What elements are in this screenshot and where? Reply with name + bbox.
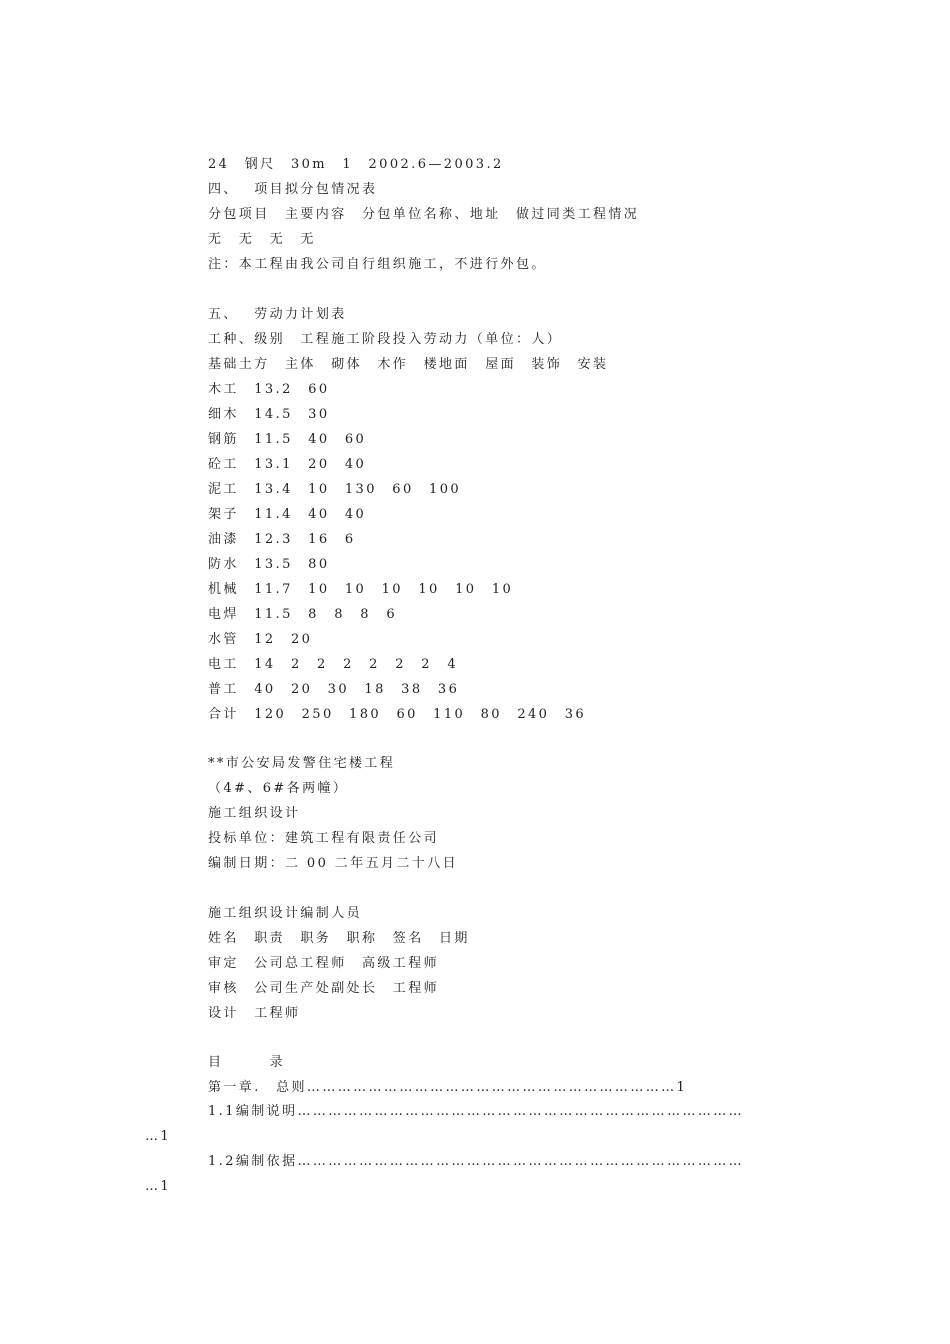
- compile-date: 编制日期：二 00 二年五月二十八日: [208, 856, 459, 871]
- labor-table-row: 架子 11.4 40 40: [208, 507, 367, 522]
- labor-table-row: 普工 40 20 30 18 38 36: [208, 682, 460, 697]
- labor-table-header: 工种、级别 工程施工阶段投入劳动力（单位：人）: [208, 332, 563, 347]
- toc-entry: 1.2编制依据……………………………………………………………………………: [208, 1154, 745, 1169]
- labor-table-row: 防水 13.5 80: [208, 557, 330, 572]
- document-title: 施工组织设计: [208, 806, 301, 821]
- subcontract-note: 注：本工程由我公司自行组织施工，不进行外包。: [208, 257, 547, 272]
- labor-table-row: 细木 14.5 30: [208, 407, 330, 422]
- toc-entry: 1.1编制说明……………………………………………………………………………: [208, 1104, 745, 1119]
- toc-heading: 目 录: [208, 1055, 286, 1070]
- labor-table-row: 泥工 13.4 10 130 60 100: [208, 482, 462, 497]
- staff-table-row: 设计 工程师: [208, 1006, 301, 1021]
- section-5-heading: 五、 劳动力计划表: [208, 307, 347, 322]
- labor-table-row: 机械 11.7 10 10 10 10 10 10: [208, 582, 514, 597]
- subcontract-table-row: 无 无 无 无: [208, 232, 316, 247]
- toc-entry-page: …1: [145, 1179, 172, 1194]
- staff-table-row: 审核 公司生产处副处长 工程师: [208, 981, 440, 996]
- labor-table-subheader: 基础土方 主体 砌体 木作 楼地面 屋面 装饰 安装: [208, 357, 609, 372]
- equipment-row-steel-ruler: 24 钢尺 30m 1 2002.6—2003.2: [208, 157, 504, 172]
- toc-entry: 第一章. 总则………………………………………………………………1: [208, 1080, 688, 1095]
- labor-table-row: 钢筋 11.5 40 60: [208, 432, 367, 447]
- staff-table-row: 审定 公司总工程师 高级工程师: [208, 956, 440, 971]
- project-title: **市公安局发警住宅楼工程: [208, 756, 396, 771]
- section-4-heading: 四、 项目拟分包情况表: [208, 182, 378, 197]
- labor-table-row: 砼工 13.1 20 40: [208, 457, 367, 472]
- subcontract-table-header: 分包项目 主要内容 分包单位名称、地址 做过同类工程情况: [208, 207, 640, 222]
- labor-table-row: 木工 13.2 60: [208, 382, 330, 397]
- toc-entry-page: …1: [145, 1129, 172, 1144]
- labor-table-row: 电焊 11.5 8 8 8 6: [208, 607, 398, 622]
- project-subtitle: （4#、6#各两幢）: [208, 781, 349, 796]
- staff-table-header: 姓名 职责 职务 职称 签名 日期: [208, 931, 470, 946]
- bidding-unit: 投标单位：建筑工程有限责任公司: [208, 831, 440, 846]
- staff-section-heading: 施工组织设计编制人员: [208, 906, 363, 921]
- labor-table-row: 油漆 12.3 16 6: [208, 532, 356, 547]
- labor-table-row: 电工 14 2 2 2 2 2 2 4: [208, 657, 459, 672]
- labor-table-row: 水管 12 20: [208, 632, 313, 647]
- labor-table-total-row: 合计 120 250 180 60 110 80 240 36: [208, 707, 587, 722]
